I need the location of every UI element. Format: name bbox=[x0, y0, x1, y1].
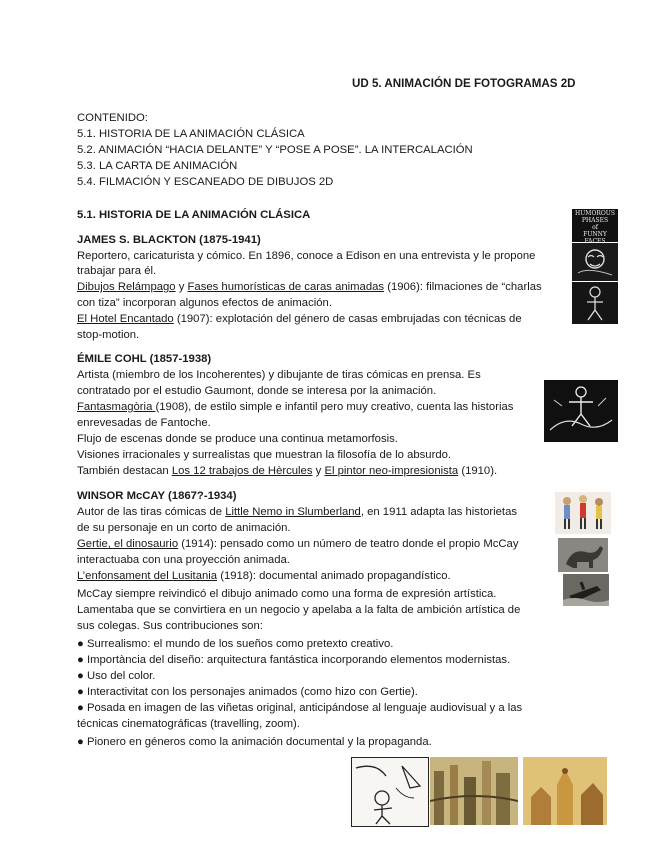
cohl-also-year: (1910). bbox=[458, 465, 498, 477]
mccay-lusitania-line bbox=[77, 569, 451, 583]
contribution-bullet-5 bbox=[77, 701, 522, 715]
humorous-phases-title-card-image bbox=[572, 209, 618, 242]
film-title-gertie: Gertie, el dinosaurio bbox=[77, 538, 179, 550]
blackton-heading: JAMES S. BLACKTON (1875-1941) bbox=[77, 234, 261, 246]
film-title-fases-humoristicas: Fases humorísticas de caras animadas bbox=[187, 281, 385, 293]
film-title-hotel-encantado: El Hotel Encantado bbox=[77, 313, 174, 325]
contribution-bullet-2 bbox=[77, 653, 510, 667]
cohl-fantasmagoria-line bbox=[77, 400, 513, 414]
chalk-faces-still-image bbox=[572, 243, 618, 281]
blackton-hotel-line bbox=[77, 312, 522, 326]
cohl-bio-line-1: Artista (miembro de los Incoherentes) y dibujante de tiras cómicas en prensa. Es bbox=[77, 369, 481, 381]
contribution-bullet-4 bbox=[77, 685, 418, 699]
mccay-claim-line-2: Lamentaba que se convirtiera en un negocio y apelaba a la falta de ambición artística de bbox=[77, 604, 521, 616]
title-card-line-1: HUMOROUS bbox=[575, 210, 615, 217]
contents-item-3: 5.3. LA CARTA DE ANIMACIÓN bbox=[77, 160, 238, 172]
bullet-icon: ● bbox=[77, 654, 84, 666]
contribution-bullet-6 bbox=[77, 735, 432, 749]
bullet-icon: ● bbox=[77, 736, 84, 748]
contribution-text-5: Posada en imagen de las viñetas original, anticipándose al lenguaje audiovisual y a las bbox=[86, 702, 523, 714]
comic-title-little-nemo: Little Nemo in Slumberland bbox=[225, 506, 361, 518]
cohl-visions-line: Visiones irracionales y surrealistas que muestran la filosofía de lo absurdo. bbox=[77, 449, 452, 461]
blackton-films-line-2: con tiza” incorporan algunos efectos de animación. bbox=[77, 297, 332, 309]
clown-chalk-drawing-image bbox=[572, 282, 618, 324]
mccay-gertie-line-2: interactuaba con una proyección animada. bbox=[77, 554, 290, 566]
film-title-dibujos-relampago: Dibujos Relámpago bbox=[77, 281, 176, 293]
blackton-films-and: y bbox=[175, 281, 188, 293]
nemo-slumberland-palace-panel-image bbox=[523, 757, 607, 825]
cohl-flow-line: Flujo de escenas donde se produce una continua metamorfosis. bbox=[77, 433, 398, 445]
blackton-bio-line-2: trabajar para él. bbox=[77, 265, 157, 277]
title-card-line-2: PHASES bbox=[581, 217, 609, 224]
cohl-fantasmagoria-desc: (1908), de estilo simple e infantil pero muy creativo, cuenta las historias bbox=[155, 401, 514, 413]
mccay-gertie-line bbox=[77, 537, 518, 551]
cohl-heading: ÉMILE COHL (1857-1938) bbox=[77, 353, 212, 365]
gertie-dinosaur-still-image bbox=[558, 538, 608, 572]
bullet-icon: ● bbox=[77, 638, 84, 650]
contribution-text-1: Surrealismo: el mundo de los sueños como pretexto creativo. bbox=[86, 638, 394, 650]
contribution-bullet-3 bbox=[77, 669, 155, 683]
bullet-icon: ● bbox=[77, 670, 84, 682]
bullet-icon: ● bbox=[77, 702, 84, 714]
cohl-fantasmagoria-line-2: enrevesadas de Fantoche. bbox=[77, 417, 211, 429]
blackton-bio-line-1: Reportero, caricaturista y cómico. En 1896, conoce a Edison en una entrevista y le propone bbox=[77, 250, 536, 262]
film-title-fantasmagoria: Fantasmagòria bbox=[77, 401, 156, 413]
blackton-films-line bbox=[77, 280, 542, 294]
mccay-lusitania-desc: (1918): documental animado propagandístico. bbox=[217, 570, 451, 582]
bullet-icon: ● bbox=[77, 686, 84, 698]
nemo-slumberland-city-panel-image bbox=[430, 757, 518, 825]
blackton-films-desc: (1906): filmaciones de “charlas bbox=[384, 281, 542, 293]
title-card-line-3: of bbox=[592, 224, 598, 231]
lusitania-sinking-still-image bbox=[563, 574, 609, 606]
mccay-claim-line-1: McCay siempre reivindicó el dibujo animado como una forma de expresión artística. bbox=[77, 588, 497, 600]
film-title-pintor-neo-impresionista: El pintor neo-impresionista bbox=[324, 465, 459, 477]
blackton-hotel-line-2: stop-motion. bbox=[77, 329, 140, 341]
mccay-bio-line-1 bbox=[77, 505, 517, 519]
section-title: 5.1. HISTORIA DE LA ANIMACIÓN CLÁSICA bbox=[77, 209, 311, 221]
mccay-claim-line-3: sus colegas. Sus contribuciones son: bbox=[77, 620, 263, 632]
fantasmagorie-still-image bbox=[544, 380, 618, 442]
contribution-text-3: Uso del color. bbox=[86, 670, 156, 682]
contribution-bullet-1 bbox=[77, 637, 393, 651]
blackton-hotel-desc: (1907): explotación del género de casas embrujadas con técnicas de bbox=[173, 313, 522, 325]
contents-item-4: 5.4. FILMACIÓN Y ESCANEADO DE DIBUJOS 2D bbox=[77, 176, 334, 188]
contribution-text-6: Pionero en géneros como la animación documental y la propaganda. bbox=[86, 736, 432, 748]
contents-item-2: 5.2. ANIMACIÓN “HACIA DELANTE” Y “POSE A POSE”. LA INTERCALACIÓN bbox=[77, 144, 473, 156]
contribution-bullet-5-cont: técnicas cinematográficas (travelling, zoom). bbox=[77, 718, 300, 730]
document-title: UD 5. ANIMACIÓN DE FOTOGRAMAS 2D bbox=[352, 77, 576, 90]
mccay-gertie-desc: (1914): pensado como un número de teatro donde el propio McCay bbox=[178, 538, 519, 550]
cohl-bio-line-2: contratado por el estudio Gaumont, donde se interesa por la animación. bbox=[77, 385, 437, 397]
contents-item-1: 5.1. HISTORIA DE LA ANIMACIÓN CLÁSICA bbox=[77, 128, 305, 140]
cohl-also-line bbox=[77, 464, 497, 478]
film-title-12-trabajos: Los 12 trabajos de Hèrcules bbox=[171, 465, 313, 477]
cohl-also-prefix: También destacan bbox=[77, 465, 172, 477]
title-card-line-4: FUNNY FACES bbox=[583, 231, 607, 242]
contribution-text-2: Importància del diseño: arquitectura fantástica incorporando elementos modernistas. bbox=[86, 654, 511, 666]
film-title-lusitania: L’enfonsament del Lusitania bbox=[77, 570, 218, 582]
mccay-heading: WINSOR McCAY (1867?-1934) bbox=[77, 490, 237, 502]
mccay-bio-line-2: de su personaje en un corto de animación. bbox=[77, 522, 291, 534]
mccay-bio-prefix: Autor de las tiras cómicas de bbox=[77, 506, 226, 518]
little-nemo-characters-image bbox=[555, 492, 611, 534]
contribution-text-4: Interactivitat con los personajes animados (como hizo con Gertie). bbox=[86, 686, 418, 698]
cohl-also-and: y bbox=[312, 465, 325, 477]
gertie-flying-drawing-image bbox=[351, 757, 429, 827]
mccay-bio-suffix: , en 1911 adapta las historietas bbox=[360, 506, 517, 518]
contents-heading: CONTENIDO: bbox=[77, 112, 148, 124]
